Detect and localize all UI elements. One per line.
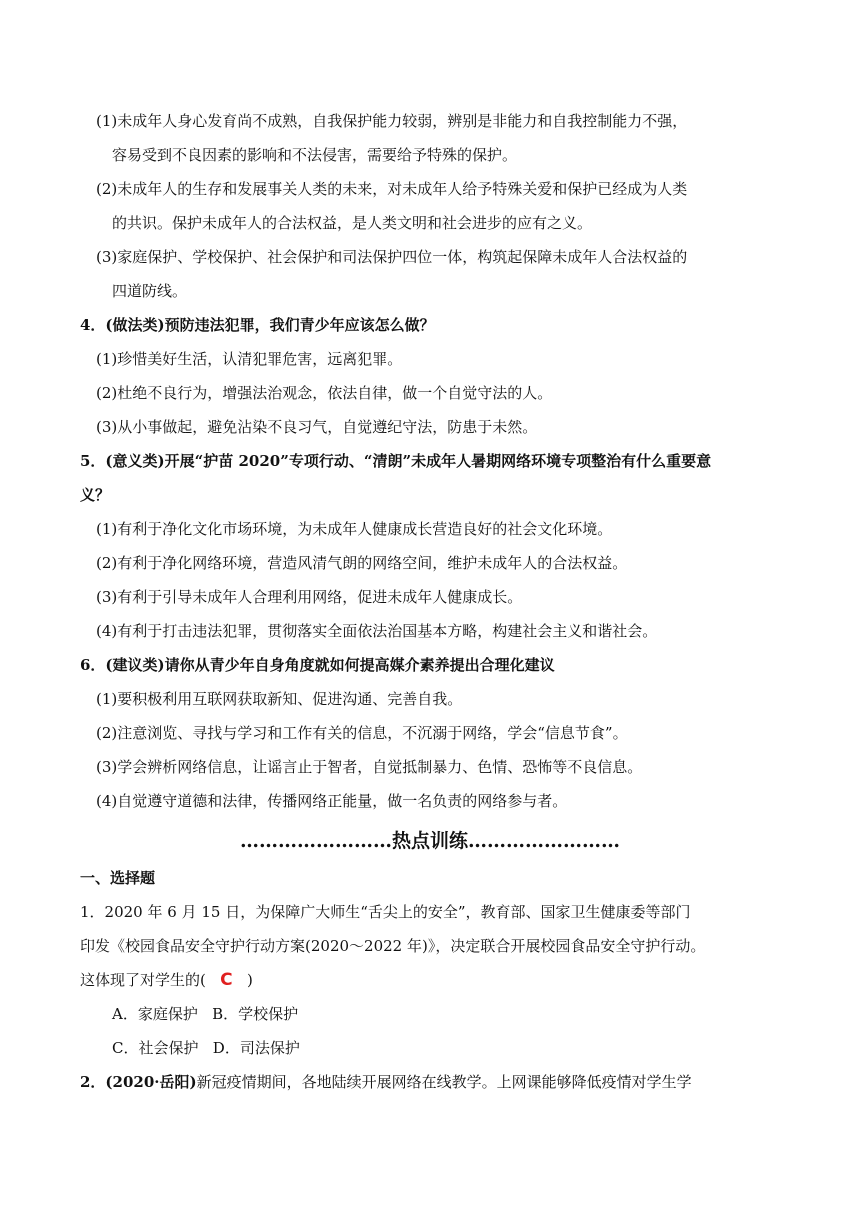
text-line: 容易受到不良因素的影响和不法侵害，需要给予特殊的保护。 bbox=[112, 146, 518, 164]
text-line: (3)有利于引导未成年人合理利用网络，促进未成年人健康成长。 bbox=[96, 588, 523, 606]
question-5: 5．(意义类)开展“护苗 2020”专项行动、“清朗”未成年人暑期网络环境专项整治有什么重要意 bbox=[80, 452, 712, 470]
options-row-2 bbox=[112, 1038, 300, 1058]
option-c: C．社会保护 bbox=[112, 1039, 199, 1057]
text-line: (2)未成年人的生存和发展事关人类的未来，对未成年人给予特殊关爱和保护已经成为人类 bbox=[96, 180, 688, 198]
text-line: (1)有利于净化文化市场环境，为未成年人健康成长营造良好的社会文化环境。 bbox=[96, 520, 613, 538]
option-d: D．司法保护 bbox=[212, 1039, 300, 1057]
answer-mark: C bbox=[220, 970, 233, 990]
question-2-line1 bbox=[80, 1072, 692, 1092]
question-1-line1: 1．2020 年 6 月 15 日，为保障广大师生“舌尖上的安全”，教育部、国家卫生健康委等部门 bbox=[80, 903, 691, 921]
section-heading: ……………………热点训练…………………… bbox=[239, 830, 620, 852]
part-title: 一、选择题 bbox=[80, 869, 156, 887]
text-line: (2)注意浏览、寻找与学习和工作有关的信息，不沉溺于网络，学会“信息节食”。 bbox=[96, 724, 628, 742]
text-line: (1)珍惜美好生活，认清犯罪危害，远离犯罪。 bbox=[96, 350, 403, 368]
text-line: (1)未成年人身心发育尚不成熟，自我保护能力较弱，辨别是非能力和自我控制能力不强， bbox=[96, 112, 688, 130]
question-1-close: ) bbox=[246, 971, 253, 989]
text-line: (3)学会辨析网络信息，让谣言止于智者，自觉抵制暴力、色情、恐怖等不良信息。 bbox=[96, 758, 643, 776]
options-row-1 bbox=[112, 1004, 298, 1024]
option-b: B．学校保护 bbox=[212, 1005, 299, 1023]
question-2-prefix: 2．(2020·岳阳) bbox=[80, 1073, 197, 1091]
question-1-stem: 这体现了对学生的( bbox=[80, 971, 206, 989]
question-6: 6．(建议类)请你从青少年自身角度就如何提高媒介素养提出合理化建议 bbox=[80, 656, 555, 674]
text-line: 的共识。保护未成年人的合法权益，是人类文明和社会进步的应有之义。 bbox=[112, 214, 593, 232]
text-line: 四道防线。 bbox=[112, 282, 188, 300]
text-line: (3)从小事做起，避免沾染不良习气，自觉遵纪守法，防患于未然。 bbox=[96, 418, 538, 436]
question-1-line3 bbox=[80, 970, 253, 990]
text-line: (1)要积极利用互联网获取新知、促进沟通、完善自我。 bbox=[96, 690, 463, 708]
question-2-text: 新冠疫情期间，各地陆续开展网络在线教学。上网课能够降低疫情对学生学 bbox=[196, 1073, 692, 1091]
text-line: (3)家庭保护、学校保护、社会保护和司法保护四位一体，构筑起保障未成年人合法权益的 bbox=[96, 248, 688, 266]
text-line: (2)杜绝不良行为，增强法治观念，依法自律，做一个自觉守法的人。 bbox=[96, 384, 553, 402]
text-line: (4)有利于打击违法犯罪，贯彻落实全面依法治国基本方略，构建社会主义和谐社会。 bbox=[96, 622, 658, 640]
text-line: (4)自觉遵守道德和法律，传播网络正能量，做一名负责的网络参与者。 bbox=[96, 792, 568, 810]
option-a: A．家庭保护 bbox=[112, 1005, 198, 1023]
text-line: (2)有利于净化网络环境，营造风清气朗的网络空间，维护未成年人的合法权益。 bbox=[96, 554, 628, 572]
question-5-cont: 义？ bbox=[80, 486, 111, 504]
question-4: 4．(做法类)预防违法犯罪，我们青少年应该怎么做？ bbox=[80, 316, 435, 334]
question-1-line2: 印发《校园食品安全守护行动方案(2020～2022 年)》，决定联合开展校园食品安全守护行动。 bbox=[80, 937, 706, 955]
